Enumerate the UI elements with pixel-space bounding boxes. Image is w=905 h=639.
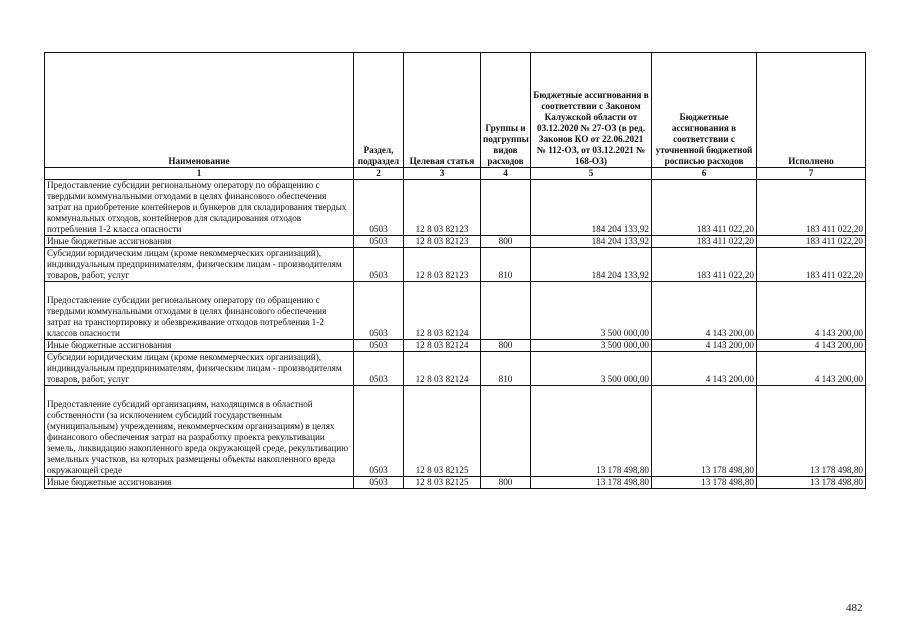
- row-group: 800: [481, 340, 531, 352]
- row-section: 0503: [354, 340, 404, 352]
- row-group: 810: [481, 248, 531, 282]
- row-group: [481, 282, 531, 340]
- row-section: 0503: [354, 236, 404, 248]
- header-name: Наименование: [45, 53, 354, 168]
- column-number: 7: [757, 168, 866, 180]
- row-group: 810: [481, 352, 531, 386]
- row-section: 0503: [354, 282, 404, 340]
- row-refined-amount: 4 143 200,00: [652, 352, 757, 386]
- row-executed-amount: 4 143 200,00: [757, 282, 866, 340]
- row-target: 12 8 03 82123: [404, 236, 481, 248]
- row-section: 0503: [354, 352, 404, 386]
- row-name: Иные бюджетные ассигнования: [45, 477, 354, 489]
- header-law-allocations: Бюджетные ассигнования в соответствии с Законом Калужской области от 03.12.2020 № 27-ОЗ (в ред. Законов КО от 22.06.2021 № 112-ОЗ, от 03.12.2021 № 168-ОЗ): [531, 53, 652, 168]
- row-executed-amount: 13 178 498,80: [757, 477, 866, 489]
- row-refined-amount: 183 411 022,20: [652, 180, 757, 236]
- row-target: 12 8 03 82123: [404, 248, 481, 282]
- table-row: [45, 352, 866, 386]
- row-law-amount: 3 500 000,00: [531, 340, 652, 352]
- header-refined-allocations: Бюджетные ассигнования в соответствии с уточненной бюджетной росписью расходов: [652, 53, 757, 168]
- table-row: [45, 236, 866, 248]
- row-group: [481, 386, 531, 477]
- row-name: Предоставление субсидий организациям, находящимся в областной собственности (за исключением субсидий государственным (муниципальным) учреждениям, некоммерческим организациям) в целях финансового обеспечения затрат на разработку проекта рекультивации земель, ликвидацию накопленного вреда окружающей среде, рекультивацию земельных участков, на которых размещены объекты накопленного вреда окружающей среде: [45, 386, 354, 477]
- row-section: 0503: [354, 180, 404, 236]
- row-law-amount: 13 178 498,80: [531, 386, 652, 477]
- row-group: [481, 180, 531, 236]
- row-name: Иные бюджетные ассигнования: [45, 340, 354, 352]
- row-executed-amount: 183 411 022,20: [757, 236, 866, 248]
- column-number: 1: [45, 168, 354, 180]
- row-name: Предоставление субсидии региональному оператору по обращению с твердыми коммунальными отходами в целях финансового обеспечения затрат на приобретение контейнеров и бункеров для складирования твердых коммунальных отходов, контейнеров для складирования отходов потребления 1-2 класса опасности: [45, 180, 354, 236]
- table-row: [45, 282, 866, 340]
- row-law-amount: 13 178 498,80: [531, 477, 652, 489]
- row-name: Иные бюджетные ассигнования: [45, 236, 354, 248]
- table-row: [45, 477, 866, 489]
- header-target: Целевая статья: [404, 53, 481, 168]
- row-target: 12 8 03 82124: [404, 352, 481, 386]
- row-executed-amount: 4 143 200,00: [757, 340, 866, 352]
- row-name: Субсидии юридическим лицам (кроме некоммерческих организаций), индивидуальным предпринимателям, физическим лицам - производителям товаров, работ, услуг: [45, 352, 354, 386]
- row-refined-amount: 13 178 498,80: [652, 386, 757, 477]
- header-executed: Исполнено: [757, 53, 866, 168]
- header-section: Раздел, подраздел: [354, 53, 404, 168]
- row-section: 0503: [354, 477, 404, 489]
- row-executed-amount: 13 178 498,80: [757, 386, 866, 477]
- header-row: [45, 53, 866, 168]
- row-name: Предоставление субсидии региональному оператору по обращению с твердыми коммунальными отходами в целях финансового обеспечения затрат на транспортировку и обезвреживание отходов потребления 1-2 классов опасности: [45, 282, 354, 340]
- page-number: 482: [846, 602, 863, 614]
- row-group: 800: [481, 477, 531, 489]
- row-refined-amount: 4 143 200,00: [652, 340, 757, 352]
- table-row: [45, 180, 866, 236]
- row-target: 12 8 03 82124: [404, 282, 481, 340]
- budget-table: [44, 52, 866, 489]
- row-section: 0503: [354, 386, 404, 477]
- row-target: 12 8 03 82124: [404, 340, 481, 352]
- row-law-amount: 184 204 133,92: [531, 180, 652, 236]
- row-section: 0503: [354, 248, 404, 282]
- column-number: 2: [354, 168, 404, 180]
- row-law-amount: 184 204 133,92: [531, 248, 652, 282]
- column-number-row: [45, 168, 866, 180]
- row-target: 12 8 03 82123: [404, 180, 481, 236]
- column-number: 6: [652, 168, 757, 180]
- row-executed-amount: 183 411 022,20: [757, 180, 866, 236]
- row-law-amount: 3 500 000,00: [531, 352, 652, 386]
- row-refined-amount: 4 143 200,00: [652, 282, 757, 340]
- table-row: [45, 386, 866, 477]
- table-row: [45, 248, 866, 282]
- row-executed-amount: 4 143 200,00: [757, 352, 866, 386]
- column-number: 5: [531, 168, 652, 180]
- row-law-amount: 3 500 000,00: [531, 282, 652, 340]
- table-row: [45, 340, 866, 352]
- row-law-amount: 184 204 133,92: [531, 236, 652, 248]
- header-groups: Группы и подгруппы видов расходов: [481, 53, 531, 168]
- column-number: 3: [404, 168, 481, 180]
- row-refined-amount: 183 411 022,20: [652, 248, 757, 282]
- column-number: 4: [481, 168, 531, 180]
- row-target: 12 8 03 82125: [404, 477, 481, 489]
- row-refined-amount: 13 178 498,80: [652, 477, 757, 489]
- row-target: 12 8 03 82125: [404, 386, 481, 477]
- row-group: 800: [481, 236, 531, 248]
- row-executed-amount: 183 411 022,20: [757, 248, 866, 282]
- row-name: Субсидии юридическим лицам (кроме некоммерческих организаций), индивидуальным предпринимателям, физическим лицам - производителям товаров, работ, услуг: [45, 248, 354, 282]
- row-refined-amount: 183 411 022,20: [652, 236, 757, 248]
